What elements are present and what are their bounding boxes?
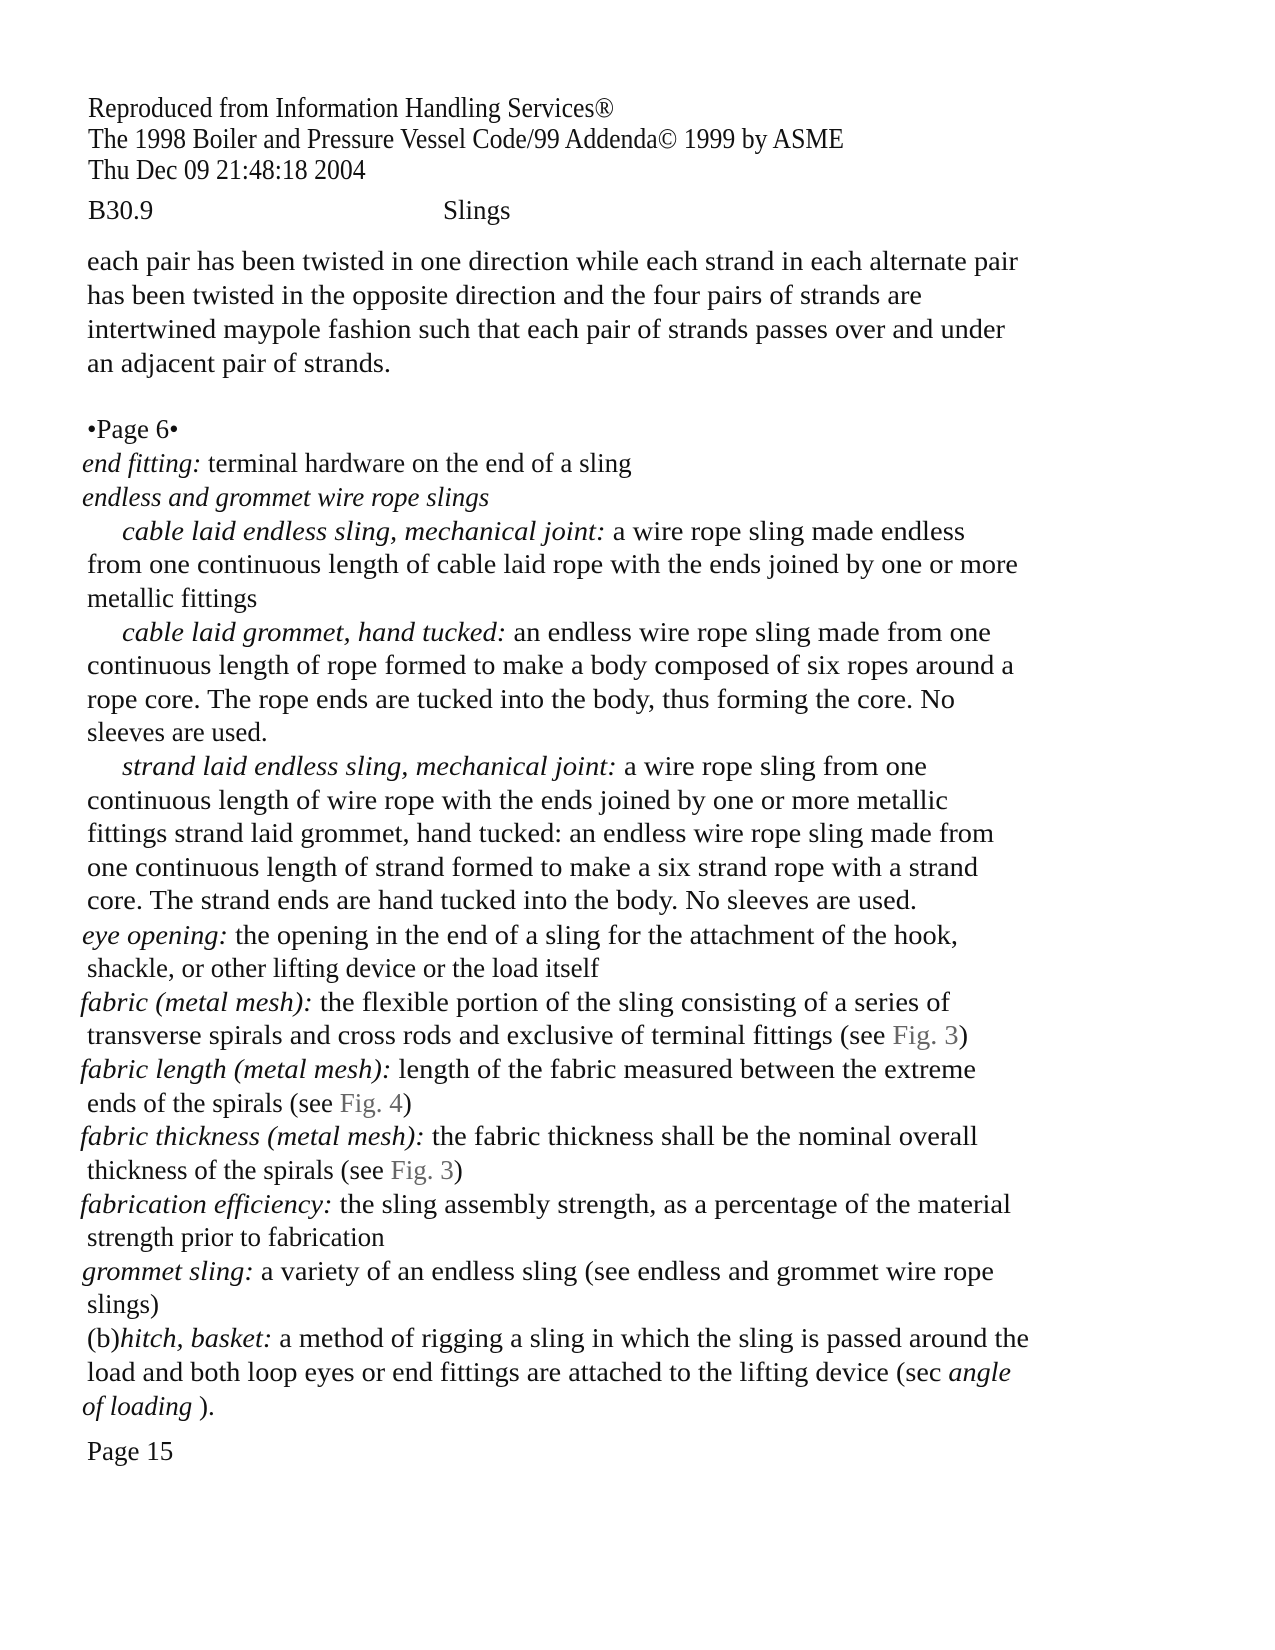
- text-segment: continuous length of wire rope with the ends joined by one or more metallic: [87, 785, 948, 815]
- text-line: [82, 481, 489, 513]
- figure-link[interactable]: Fig. 3: [390, 1155, 454, 1185]
- term-label: endless and grommet wire rope slings: [82, 482, 490, 512]
- text-segment: c: [928, 1357, 949, 1387]
- term-label: of loading: [82, 1391, 193, 1421]
- page-number: [87, 1435, 173, 1467]
- text-line: [87, 413, 179, 445]
- text-line: [122, 515, 965, 547]
- term-label: grommet sling:: [82, 1256, 254, 1286]
- figure-link[interactable]: Fig. 4: [339, 1088, 403, 1118]
- text-segment: one continuous length of strand formed to make a six strand rope with a strand: [87, 852, 978, 882]
- term-label: hitch, basket:: [119, 1323, 273, 1353]
- text-line: [87, 884, 917, 916]
- text-line: [87, 851, 978, 883]
- text-line: [87, 245, 1018, 277]
- text-line: [82, 1255, 994, 1287]
- text-line: [80, 1120, 978, 1152]
- text-segment: rope core. The rope ends are tucked into the body, thus forming the core. No: [87, 684, 955, 714]
- text-segment: thickness of the spirals (see: [87, 1155, 391, 1185]
- text-segment: ): [958, 1020, 968, 1050]
- term-label: fabric length (metal mesh):: [80, 1054, 392, 1084]
- text-line: [87, 817, 994, 849]
- term-label: strand laid endless sling, mechanical joint:: [122, 751, 617, 781]
- text-segment: (b): [87, 1323, 120, 1353]
- text-segment: a wire rope sling from one: [616, 751, 927, 781]
- text-line: [87, 1322, 1029, 1354]
- text-line: [87, 548, 1018, 580]
- text-segment: strength prior to fabrication: [87, 1222, 385, 1252]
- text-segment: the sling assembly strength, as a percentage of the material: [332, 1189, 1011, 1219]
- text-segment: continuous length of rope formed to make a body composed of six ropes around a: [87, 650, 1014, 680]
- text-line: [87, 1154, 463, 1186]
- text-segment: a variety of an endless sling (see endless and grommet wire rope: [253, 1256, 995, 1286]
- text-line: [82, 447, 632, 479]
- text-segment: an endless wire rope sling made from one: [506, 617, 991, 647]
- text-segment: each pair has been twisted in one direction while each strand in each alternate pair: [87, 246, 1018, 276]
- text-line: [122, 616, 991, 648]
- text-segment: the fabric thickness shall be the nominal overall: [424, 1121, 978, 1151]
- text-line: [82, 1390, 215, 1422]
- text-segment: transverse spirals and cross rods and exclusive of terminal fittings (see: [87, 1020, 893, 1050]
- text-line: [87, 952, 599, 984]
- text-line: [87, 313, 1005, 345]
- text-line: [87, 683, 955, 715]
- text-line: [87, 1288, 159, 1320]
- section-title: Slings: [443, 195, 511, 225]
- text-line: [87, 582, 257, 614]
- text-line: [80, 986, 950, 1018]
- text-line: [80, 1053, 976, 1085]
- header-timestamp: Thu Dec 09 21:48:18 2004: [88, 155, 366, 186]
- text-line: [87, 347, 391, 379]
- term-label: cable laid endless sling, mechanical joint:: [122, 516, 606, 546]
- text-segment: intertwined maypole fashion such that each pair of strands passes over and under: [87, 314, 1006, 344]
- text-segment: a wire rope sling made endless: [605, 516, 965, 546]
- text-line: [87, 1221, 385, 1253]
- standard-number: B30.9: [88, 195, 154, 225]
- text-segment: slings): [87, 1289, 160, 1319]
- text-segment: Page 15: [87, 1436, 174, 1466]
- text-segment: fittings strand laid grommet, hand tucked: an endless wire rope sling made from: [87, 818, 994, 848]
- text-segment: has been twisted in the opposite direction and the four pairs of strands are: [87, 280, 923, 310]
- text-segment: shackle, or other lifting device or the load itself: [87, 953, 600, 983]
- term-label: eye opening:: [82, 920, 228, 950]
- text-line: [87, 649, 1014, 681]
- figure-link[interactable]: Fig. 3: [892, 1020, 959, 1050]
- term-label: fabrication efficiency:: [80, 1189, 333, 1219]
- text-segment: terminal hardware on the end of a sling: [201, 448, 632, 478]
- text-segment: core. The strand ends are hand tucked into the body. No sleeves are used.: [87, 885, 917, 915]
- term-label: end fitting:: [82, 448, 202, 478]
- text-line: [87, 716, 268, 748]
- term-label: angle: [948, 1357, 1012, 1387]
- text-segment: an adjacent pair of strands.: [87, 348, 391, 378]
- text-segment: ends of the spirals (see: [87, 1088, 340, 1118]
- text-line: [87, 279, 922, 311]
- text-segment: load and both loop eyes or end fittings are attached to the lifting device (se: [87, 1357, 929, 1387]
- text-segment: ).: [192, 1391, 215, 1421]
- text-segment: ): [453, 1155, 463, 1185]
- text-segment: metallic fittings: [87, 583, 258, 613]
- text-line: [87, 1019, 968, 1051]
- text-segment: a method of rigging a sling in which the sling is passed around the: [272, 1323, 1029, 1353]
- term-label: cable laid grommet, hand tucked:: [122, 617, 507, 647]
- text-line: [87, 784, 948, 816]
- text-segment: sleeves are used.: [87, 717, 268, 747]
- term-label: fabric (metal mesh):: [80, 987, 313, 1017]
- text-line: [80, 1188, 1011, 1220]
- text-segment: ): [402, 1088, 412, 1118]
- text-segment: •Page 6•: [87, 414, 179, 444]
- text-segment: length of the fabric measured between the extreme: [391, 1054, 976, 1084]
- header-title: The 1998 Boiler and Pressure Vessel Code/99 Addenda© 1999 by ASME: [88, 124, 845, 155]
- text-line: [122, 750, 927, 782]
- text-line: [82, 919, 958, 951]
- text-segment: the opening in the end of a sling for the attachment of the hook,: [227, 920, 958, 950]
- text-segment: the flexible portion of the sling consisting of a series of: [312, 987, 950, 1017]
- term-label: fabric thickness (metal mesh):: [80, 1121, 425, 1151]
- header-source: Reproduced from Information Handling Services®: [88, 93, 615, 124]
- text-segment: from one continuous length of cable laid rope with the ends joined by one or more: [87, 549, 1018, 579]
- text-line: [87, 1356, 1011, 1388]
- text-line: [87, 1087, 412, 1119]
